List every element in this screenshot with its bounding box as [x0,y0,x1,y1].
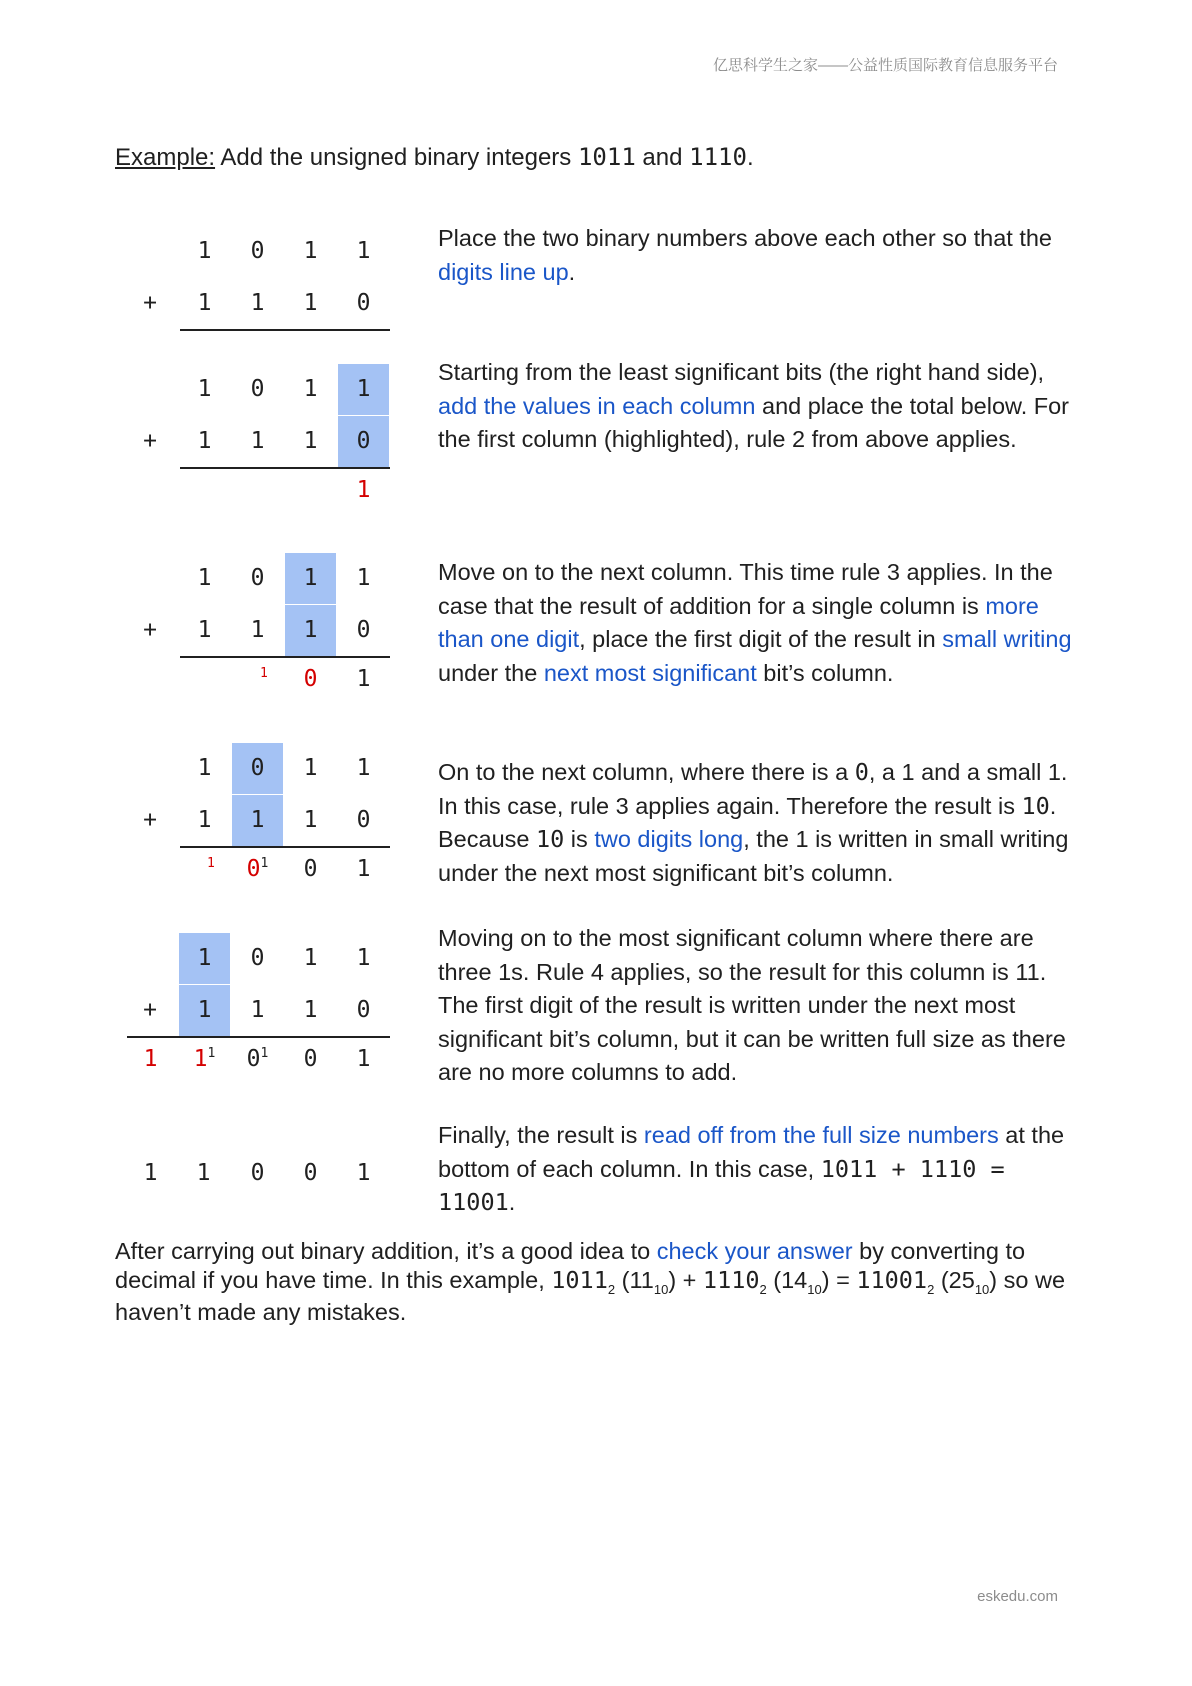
final-digit-4: 1 [196,1160,211,1186]
final-digit-3: 0 [250,1160,265,1186]
carry-digit: 1 [260,666,268,681]
plus-sign: + [143,290,157,316]
title-text: Add the unsigned binary integers [215,144,578,171]
title-number-1: 1011 [577,143,636,171]
top-digit-4: 1 [197,376,212,402]
bottom-digit-4: 1 [179,985,230,1036]
step6-highlight: read off from the full size numbers [643,1122,999,1148]
step1-description: Place the two binary numbers above each other so that the digits line up. [438,225,1052,285]
step2-description: Starting from the least significant bits (the right hand side), add the values in each column and place the total below. For the first column (highlighted), rule 2 from above applies. [438,359,1070,452]
step4-highlight: two digits long [594,826,744,852]
bottom-digit-3: 1 [250,997,265,1023]
check-answer-paragraph: After carrying out binary addition, it’s a good idea to check your answer by converting to decimal if you have time. In this example, $1011_2$ $(11_{10}) + 1110_2$ $(14_{10}) = 11001_2$ $(25_{10})$ so we haven’t made any mistakes. [115,1238,1066,1325]
final-digit-5: 1 [143,1160,158,1186]
bottom-digit-2: 1 [303,428,318,454]
title-text-and: and [635,144,690,171]
step4-description: On to the next column, where there is a 0, a 1 and a small 1. In this case, rule 3 applies again. Therefore the result is 10. Because 10 is two digits long, the 1 is written in small writing under the next most significant bit’s column. [438,758,1069,886]
top-digit-4: 1 [179,933,230,984]
bottom-digit-3: 1 [232,795,283,846]
final-digit-1: 1 [356,1160,371,1186]
top-digit-4: 1 [197,565,212,591]
sum-underline [127,1036,390,1038]
step3-highlight-2: small writing [942,626,1072,652]
top-digit-4: 1 [197,238,212,264]
bottom-digit-2: 1 [303,807,318,833]
bottom-digit-2: 1 [303,290,318,316]
bottom-digit-4: 1 [197,290,212,316]
top-digit-2: 1 [303,238,318,264]
top-digit-1: 1 [356,755,371,781]
bottom-digit-3: 1 [250,428,265,454]
plus-sign: + [143,997,157,1023]
bottom-digit-4: 1 [197,428,212,454]
title-period: . [746,144,754,171]
page-header: 亿思科学生之家——公益性质国际教育信息服务平台 [712,57,1058,74]
top-digit-1: 1 [338,364,389,415]
bottom-digit-4: 1 [197,807,212,833]
bottom-digit-1: 0 [338,416,389,467]
result-digit-1: 1 [356,856,371,882]
top-digit-3: 0 [250,565,265,591]
bottom-digit-1: 0 [356,807,371,833]
check-answer-highlight: check your answer [656,1238,853,1264]
plus-sign: + [143,617,157,643]
top-digit-3: 0 [250,376,265,402]
top-digit-3: 0 [232,743,283,794]
example-title [115,143,754,172]
bottom-digit-3: 1 [250,617,265,643]
example-label: Example: [115,144,216,171]
top-digit-3: 0 [250,945,265,971]
result-digit-1: 1 [356,666,371,692]
final-digit-2: 0 [303,1160,318,1186]
bottom-digit-1: 0 [356,290,371,316]
sum-underline [180,467,390,469]
bottom-digit-1: 0 [356,997,371,1023]
top-digit-1: 1 [356,238,371,264]
top-digit-3: 0 [250,238,265,264]
bottom-digit-2: 1 [285,605,336,656]
top-digit-1: 1 [356,945,371,971]
result-digit-3: $0^1$ [246,856,269,882]
result-digit-2: 0 [303,666,318,692]
sum-underline [180,846,390,848]
top-digit-2: 1 [303,755,318,781]
page-footer: eskedu.com [977,1588,1058,1605]
bottom-digit-4: 1 [197,617,212,643]
sum-underline [180,656,390,658]
top-digit-2: 1 [303,376,318,402]
result-digit-1: 1 [356,477,371,503]
carry-digit: 1 [207,856,215,871]
top-digit-4: 1 [197,755,212,781]
step3-highlight-3: next most significant [543,659,757,686]
result-digit-2: 0 [303,856,318,882]
plus-sign: + [143,807,157,833]
step1-highlight: digits line up [438,258,569,285]
result-digit-1: 1 [356,1046,371,1072]
step3-highlight-1: more than one digit [438,592,1039,652]
bottom-digit-3: 1 [250,290,265,316]
bottom-digit-1: 0 [356,617,371,643]
top-digit-1: 1 [356,565,371,591]
plus-sign: + [143,428,157,454]
result-digit-3: $0^1$ [246,1046,269,1072]
step6-description: Finally, the result is read off from the full size numbers at the bottom of each column. In this case, 1011 + 1110 = 11001. [438,1122,1065,1216]
top-digit-2: 1 [303,945,318,971]
result-digit-5: 1 [143,1046,158,1072]
result-digit-4: $1^1$ [193,1046,216,1072]
step5-description: Moving on to the most significant column where there are three 1s. Rule 4 applies, so the result for this column is 11. The first digit of the result is written under the next most significant bit’s column, but it can be written full size as there are no more columns to add. [438,925,1066,1085]
bottom-digit-2: 1 [303,997,318,1023]
result-digit-2: 0 [303,1046,318,1072]
title-number-2: 1110 [689,143,747,171]
step3-description: Move on to the next column. This time rule 3 applies. In the case that the result of addition for a single column is more than one digit, place the first digit of the result in small writing under the next most significant bit’s column. [438,559,1072,686]
step2-highlight: add the values in each column [438,392,756,419]
top-digit-2: 1 [285,553,336,604]
sum-underline [180,329,390,331]
